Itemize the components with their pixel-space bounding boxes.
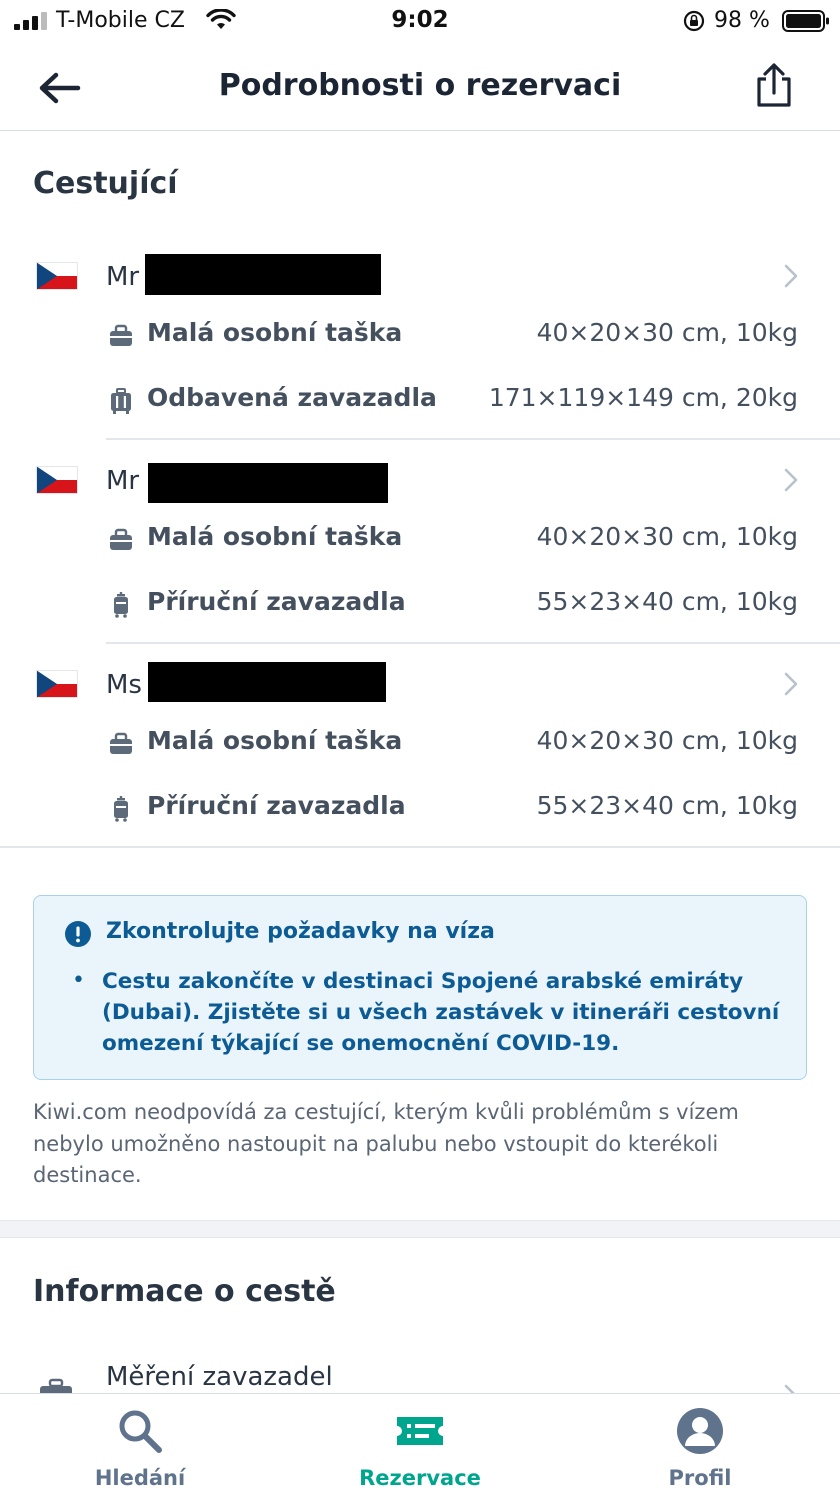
cabin-bag-icon (108, 796, 134, 822)
baggage-row (0, 584, 840, 624)
alert-title: Zkontrolujte požadavky na víza (106, 919, 495, 944)
trip-info-section-title: Informace o cestě (33, 1274, 336, 1309)
czech-flag-icon (36, 466, 78, 494)
cabin-bag-icon (108, 592, 134, 618)
chevron-right-icon[interactable] (782, 670, 800, 698)
divider (106, 438, 840, 440)
tab-label: Hledání (94, 1466, 186, 1490)
baggage-size: 40×20×30 cm, 10kg (536, 522, 798, 551)
tab-search[interactable] (40, 1394, 240, 1493)
chevron-right-icon[interactable] (782, 262, 800, 290)
baggage-label: Odbavená zavazadla (147, 383, 437, 412)
status-bar (0, 0, 840, 44)
info-alert-icon (64, 920, 92, 948)
clock: 9:02 (391, 7, 449, 33)
baggage-row (0, 788, 840, 828)
rotation-lock-icon (683, 10, 705, 32)
baggage-row (0, 519, 840, 559)
visa-alert (33, 895, 807, 1080)
passenger-title: Mr (106, 466, 140, 496)
tab-label: Rezervace (359, 1466, 481, 1490)
czech-flag-icon (36, 670, 78, 698)
section-separator (0, 1220, 840, 1238)
section-divider (0, 846, 840, 848)
passenger-title: Mr (106, 262, 140, 292)
bottom-tab-bar (0, 1393, 840, 1493)
passengers-section-title: Cestující (33, 166, 178, 201)
czech-flag-icon (36, 262, 78, 290)
baggage-measurement-item[interactable]: Měření zavazadel (106, 1362, 333, 1392)
battery-icon (782, 10, 830, 32)
bullet-point: • (72, 968, 85, 993)
visa-disclaimer: Kiwi.com neodpovídá za cestující, kterým kvůli problémům s vízem nebylo umožněno nastoupit na palubu nebo vstoupit do kterékoli destinace. (33, 1100, 739, 1187)
redacted-name (145, 254, 381, 295)
baggage-label: Malá osobní taška (147, 318, 403, 347)
passenger-card[interactable] (0, 648, 840, 848)
redacted-name (148, 463, 388, 503)
navigation-bar (0, 44, 840, 131)
baggage-size: 171×119×149 cm, 20kg (488, 383, 798, 412)
baggage-row (0, 380, 840, 420)
tab-label: Profil (668, 1466, 732, 1490)
baggage-row (0, 315, 840, 355)
ticket-icon (395, 1406, 445, 1456)
baggage-size: 40×20×30 cm, 10kg (536, 318, 798, 347)
baggage-label: Příruční zavazadla (147, 587, 406, 616)
baggage-label: Příruční zavazadla (147, 791, 406, 820)
chevron-right-icon[interactable] (782, 466, 800, 494)
baggage-size: 55×23×40 cm, 10kg (536, 587, 798, 616)
baggage-label: Malá osobní taška (147, 522, 403, 551)
personal-bag-icon (108, 527, 134, 553)
alert-message: Cestu zakončíte v destinaci Spojené arabské emiráty (Dubai). Zjistěte si u všech zastávek v itineráři cestovní omezení týkající se onemocnění COVID-19. (102, 969, 780, 1056)
passenger-card[interactable] (0, 444, 840, 644)
page-title: Podrobnosti o rezervaci (218, 68, 622, 103)
redacted-name (148, 662, 386, 702)
carrier-name: T-Mobile CZ (56, 8, 185, 33)
baggage-size: 55×23×40 cm, 10kg (536, 791, 798, 820)
baggage-row (0, 723, 840, 763)
tab-profile[interactable] (600, 1394, 800, 1493)
share-icon[interactable] (752, 62, 796, 108)
divider (106, 642, 840, 644)
personal-bag-icon (108, 323, 134, 349)
tab-bookings[interactable] (320, 1394, 520, 1493)
search-icon (115, 1406, 165, 1456)
passenger-card[interactable] (0, 240, 840, 440)
checked-bag-icon (108, 388, 134, 414)
profile-icon (675, 1406, 725, 1456)
battery-percent: 98 % (714, 8, 770, 33)
personal-bag-icon (108, 731, 134, 757)
passenger-title: Ms (106, 670, 142, 700)
baggage-size: 40×20×30 cm, 10kg (536, 726, 798, 755)
baggage-label: Malá osobní taška (147, 726, 403, 755)
